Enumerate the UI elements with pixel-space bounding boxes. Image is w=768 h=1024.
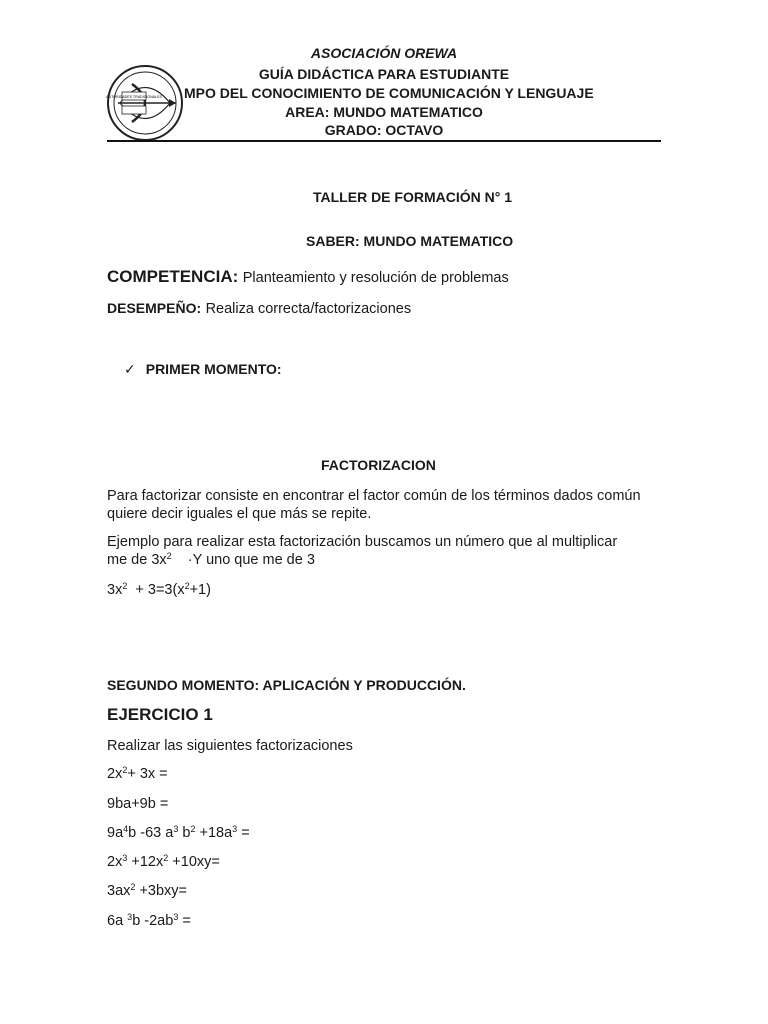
checkmark-icon: ✓	[124, 361, 136, 377]
workshop-title: TALLER DE FORMACIÓN N° 1	[313, 189, 513, 205]
exercise-part: +10xy=	[172, 854, 220, 870]
exercise-sup: 2	[130, 882, 136, 892]
competencia-text: Planteamiento y resolución de problemas	[242, 270, 509, 286]
ex-part: 3x	[107, 582, 123, 598]
exercise-3	[107, 825, 250, 841]
exercise-part: b	[182, 825, 191, 841]
competencia-label: COMPETENCIA:	[107, 267, 239, 286]
exercise-part: + 3x =	[127, 766, 168, 782]
ex-part: +1)	[189, 582, 211, 598]
saber-title: SABER: MUNDO MATEMATICO	[306, 233, 514, 249]
exercise-sup: 2	[190, 824, 196, 834]
exercise-part: +3bxy=	[139, 883, 188, 899]
exercise-sup: 3	[173, 824, 179, 834]
exercise-part: +18a	[199, 825, 233, 841]
area-title: AREA: MUNDO MATEMATICO	[285, 104, 483, 120]
logo-text-1: AUTORIDADES TRADICIONALES	[106, 95, 162, 99]
exercise-part: b -63 a	[128, 825, 174, 841]
exercise-sup: 3	[173, 912, 179, 922]
paragraph-2-line-2	[107, 551, 667, 569]
exercise-2: 9ba+9b =	[107, 796, 169, 812]
exercise-sup: 4	[123, 824, 129, 834]
exercise-part: b -2ab	[132, 913, 174, 929]
header-divider	[107, 140, 661, 142]
exercise-part: 2x	[107, 766, 123, 782]
exercise-sup: 3	[122, 853, 128, 863]
ex-sup: 2	[184, 581, 190, 591]
exercise-4	[107, 854, 220, 870]
ex-part: + 3=3(x	[135, 582, 185, 598]
exercise-part: =	[241, 825, 250, 841]
primer-momento-label: PRIMER MOMENTO:	[145, 361, 282, 377]
ex-sup: 2	[122, 581, 128, 591]
exercise-5	[107, 883, 187, 899]
exercise-sup: 2	[163, 853, 169, 863]
paragraph-2	[107, 533, 667, 569]
exercise-6	[107, 913, 191, 929]
paragraph-1: Para factorizar consiste en encontrar el factor común de los términos dados común quiere decir iguales el que más se repite.	[107, 488, 641, 522]
exercise-part: 9a	[107, 825, 124, 841]
exercise-part: 6a	[107, 913, 128, 929]
example-equation	[107, 582, 211, 598]
field-title: MPO DEL CONOCIMIENTO DE COMUNICACIÓN Y LENGUAJE	[184, 85, 594, 101]
desempeno-line	[107, 300, 411, 318]
exercise-part: +12x	[131, 854, 164, 870]
exercise-part: =	[182, 913, 191, 929]
exercise-sup: 2	[122, 765, 128, 775]
exercise-sup: 3	[232, 824, 238, 834]
org-name: ASOCIACIÓN OREWA	[310, 45, 458, 61]
desempeno-text: Realiza correcta/factorizaciones	[205, 301, 412, 317]
guide-title: GUÍA DIDÁCTICA PARA ESTUDIANTE	[258, 66, 510, 82]
ejercicio-intro: Realizar las siguientes factorizaciones	[107, 738, 353, 754]
p2-text-a: me de 3x	[107, 552, 167, 568]
exercise-1	[107, 766, 168, 782]
primer-momento-line	[124, 361, 282, 379]
p2-text-b: ·Y uno que me de 3	[187, 552, 315, 568]
paragraph-2-line-1: Ejemplo para realizar esta factorización buscamos un número que al multiplicar	[107, 534, 618, 550]
exercise-sup: 3	[127, 912, 133, 922]
p2-sup: 2	[166, 551, 172, 561]
grade-title: GRADO: OCTAVO	[324, 122, 444, 138]
desempeno-label: DESEMPEÑO:	[107, 300, 202, 316]
exercise-part: 2x	[107, 854, 123, 870]
section-title: FACTORIZACION	[321, 457, 436, 473]
ejercicio-title: EJERCICIO 1	[107, 705, 213, 724]
competencia-line	[107, 267, 509, 287]
segundo-momento-title: SEGUNDO MOMENTO: APLICACIÓN Y PRODUCCIÓN.	[107, 677, 466, 693]
exercise-part: 3ax	[107, 883, 131, 899]
